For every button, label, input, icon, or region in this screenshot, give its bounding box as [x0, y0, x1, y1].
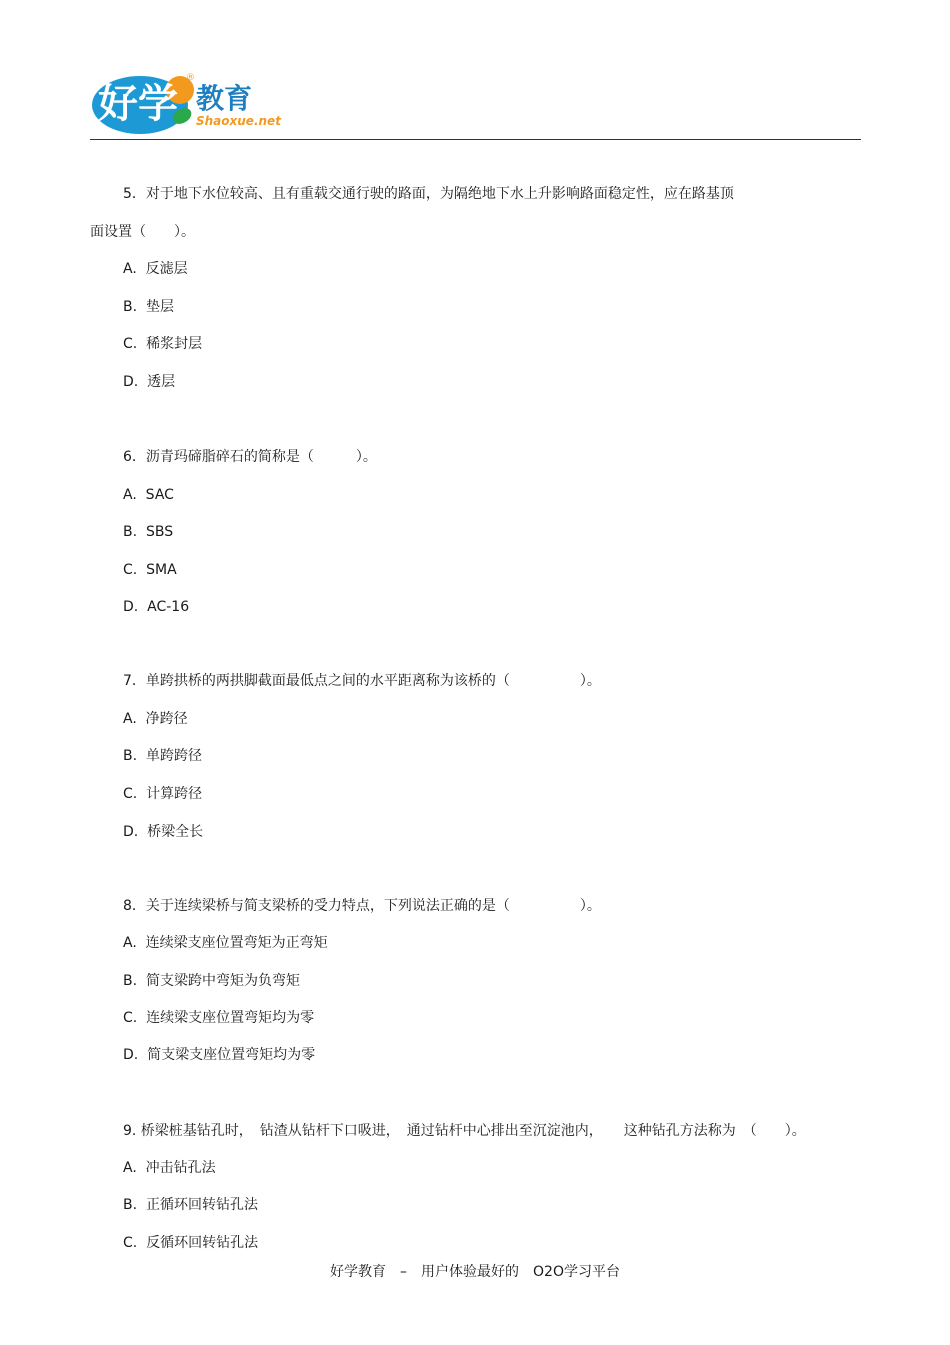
question-9-option-a: A. 冲击钻孔法 — [123, 1160, 216, 1176]
question-9-stem: 9. 桥梁桩基钻孔时， 钻渣从钻杆下口吸进， 通过钻杆中心排出至沉淀池内， 这种钻孔方法称为 （ ）。 — [123, 1123, 806, 1139]
question-5-option-c: C. 稀浆封层 — [123, 336, 203, 352]
question-5-option-b: B. 垫层 — [123, 299, 174, 315]
question-9-option-b: B. 正循环回转钻孔法 — [123, 1197, 258, 1213]
question-6-option-d: D. AC-16 — [123, 599, 190, 615]
question-5-option-a: A. 反滤层 — [123, 261, 188, 277]
shaoxue-logo — [90, 70, 281, 136]
question-5-stem: 5．对于地下水位较高、且有重载交通行驶的路面，为隔绝地下水上升影响路面稳定性，应在路基顶 — [123, 186, 734, 202]
logo-title-part2: 教育 — [196, 82, 253, 115]
question-7-option-b: B. 单跨跨径 — [123, 748, 202, 764]
question-6-option-c: C. SMA — [123, 562, 177, 578]
question-5-option-d: D. 透层 — [123, 374, 176, 390]
question-7-option-d: D. 桥梁全长 — [123, 824, 204, 840]
question-6-stem: 6．沥青玛碲脂碎石的简称是（ ）。 — [123, 449, 377, 465]
question-6-option-b: B. SBS — [123, 524, 174, 540]
question-5-stem-cont: 面设置（ ）。 — [90, 224, 195, 240]
logo-title-part1: 好学 — [98, 81, 178, 127]
question-8-stem: 8．关于连续梁桥与简支梁桥的受力特点，下列说法正确的是（ ）。 — [123, 898, 601, 914]
question-6-option-a: A. SAC — [123, 487, 174, 503]
logo-domain: Shaoxue.net — [196, 114, 281, 128]
question-8-option-b: B. 简支梁跨中弯矩为负弯矩 — [123, 973, 300, 989]
logo-registered-mark: ® — [186, 73, 195, 83]
question-8-option-a: A. 连续梁支座位置弯矩为正弯矩 — [123, 935, 328, 951]
question-7-option-c: C. 计算跨径 — [123, 786, 203, 802]
question-8-option-d: D. 简支梁支座位置弯矩均为零 — [123, 1047, 316, 1063]
question-9-option-c: C. 反循环回转钻孔法 — [123, 1235, 259, 1251]
question-8-option-c: C. 连续梁支座位置弯矩均为零 — [123, 1010, 315, 1026]
page-footer: 好学教育 – 用户体验最好的 O2O学习平台 — [330, 1264, 620, 1280]
question-7-option-a: A. 净跨径 — [123, 711, 188, 727]
question-7-stem: 7．单跨拱桥的两拱脚截面最低点之间的水平距离称为该桥的（ ）。 — [123, 673, 601, 689]
header-divider — [90, 139, 861, 140]
